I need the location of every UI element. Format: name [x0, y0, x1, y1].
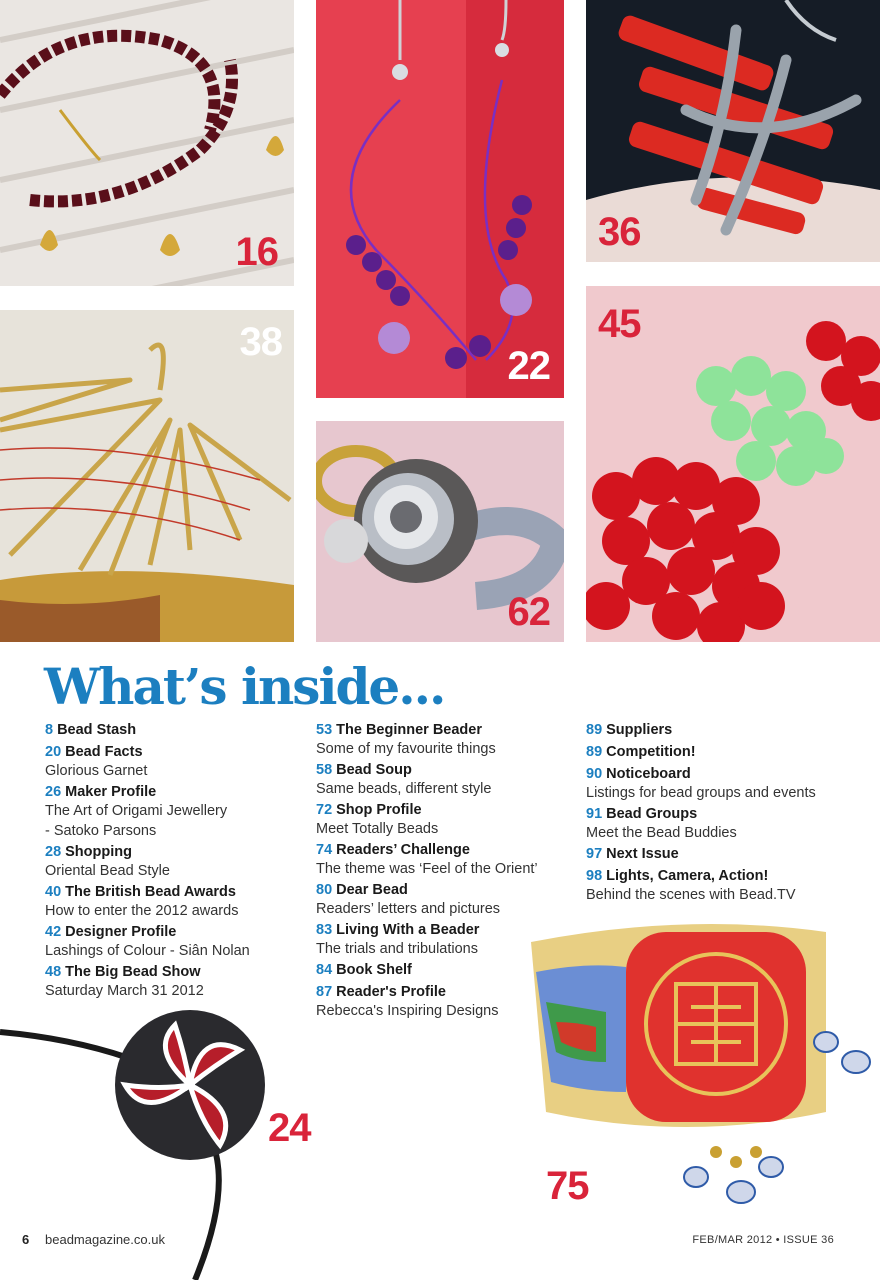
- photo-purple-earrings: [316, 0, 564, 398]
- page-number-label: 45: [598, 302, 641, 346]
- entry-title: [316, 800, 578, 820]
- entry-page-number: 80: [316, 882, 333, 898]
- contents-entry[interactable]: [316, 760, 578, 798]
- entry-page-number: 58: [316, 762, 333, 778]
- entry-title: [45, 782, 307, 802]
- entry-title-text: Designer Profile: [65, 924, 177, 940]
- entry-title-text: Readers’ Challenge: [336, 842, 470, 858]
- entry-title: [45, 742, 307, 762]
- entry-title: [316, 720, 578, 740]
- contents-entry[interactable]: [586, 804, 880, 842]
- entry-title: [586, 764, 880, 784]
- entry-title-text: Maker Profile: [65, 784, 157, 800]
- photo-wire-fan: [0, 310, 294, 642]
- entry-subtitle: - Satoko Parsons: [45, 823, 157, 839]
- entry-title: [45, 842, 307, 862]
- entry-subtitle: Meet the Bead Buddies: [586, 825, 737, 841]
- contents-entry[interactable]: [586, 720, 880, 740]
- entry-title-text: Lights, Camera, Action!: [606, 868, 769, 884]
- footer-site-link[interactable]: beadmagazine.co.uk: [45, 1232, 165, 1247]
- entry-page-number: 97: [586, 846, 603, 862]
- entry-page-number: 8: [45, 722, 54, 738]
- page-number-label: 16: [235, 230, 278, 274]
- page-number-label: 24: [268, 1106, 311, 1150]
- contents-entry[interactable]: [45, 782, 307, 840]
- entry-title: [586, 844, 880, 864]
- entry-title-text: Dear Bead: [336, 882, 408, 898]
- entry-title: [316, 920, 578, 940]
- entry-page-number: 26: [45, 784, 62, 800]
- entry-page-number: 84: [316, 962, 333, 978]
- entry-title-text: Next Issue: [606, 846, 679, 862]
- contents-entry[interactable]: [316, 982, 578, 1020]
- entry-page-number: 28: [45, 844, 62, 860]
- entry-title-text: Shopping: [65, 844, 132, 860]
- entry-page-number: 72: [316, 802, 333, 818]
- contents-entry[interactable]: [316, 920, 578, 958]
- page-number-label: 38: [239, 320, 282, 364]
- entry-title-text: Bead Stash: [57, 722, 137, 738]
- entry-title: [316, 880, 578, 900]
- entry-subtitle: The theme was ‘Feel of the Orient’: [316, 861, 538, 877]
- entry-subtitle: Readers’ letters and pictures: [316, 901, 501, 917]
- page-number-label: 36: [598, 210, 641, 254]
- entry-subtitle: Saturday March 31 2012: [45, 983, 204, 999]
- photo-oriental-pendant: [586, 0, 880, 262]
- entry-subtitle: Rebecca's Inspiring Designs: [316, 1003, 499, 1019]
- entry-title-text: The Beginner Beader: [336, 722, 482, 738]
- entry-title-text: Living With a Beader: [336, 922, 480, 938]
- entry-page-number: 90: [586, 766, 603, 782]
- entry-page-number: 89: [586, 722, 603, 738]
- entry-title: [316, 982, 578, 1002]
- entry-title: [45, 922, 307, 942]
- entry-title-text: Reader's Profile: [336, 984, 446, 1000]
- entry-subtitle: Lashings of Colour - Siân Nolan: [45, 943, 250, 959]
- entry-subtitle: The trials and tribulations: [316, 941, 478, 957]
- contents-entry[interactable]: [45, 842, 307, 880]
- page-title: What’s inside...: [44, 657, 445, 716]
- page-number-label: 22: [507, 344, 550, 388]
- entry-title-text: Bead Groups: [606, 806, 698, 822]
- contents-column-3: [586, 720, 880, 906]
- entry-subtitle: Same beads, different style: [316, 781, 492, 797]
- entry-page-number: 87: [316, 984, 333, 1000]
- entry-title-text: Book Shelf: [336, 962, 412, 978]
- entry-title-text: Shop Profile: [336, 802, 422, 818]
- contents-column-1: [45, 720, 307, 1002]
- entry-title: [45, 720, 307, 740]
- entry-page-number: 83: [316, 922, 333, 938]
- entry-page-number: 53: [316, 722, 333, 738]
- contents-entry[interactable]: [45, 962, 307, 1000]
- contents-entry[interactable]: [586, 742, 880, 762]
- entry-title-text: The British Bead Awards: [65, 884, 236, 900]
- entry-title-text: Bead Soup: [336, 762, 412, 778]
- entry-page-number: 48: [45, 964, 62, 980]
- entry-title: [586, 720, 880, 740]
- entry-title: [586, 866, 880, 886]
- page-number-label: 62: [507, 590, 550, 634]
- entry-page-number: 98: [586, 868, 603, 884]
- entry-title: [586, 804, 880, 824]
- entry-title-text: Noticeboard: [606, 766, 691, 782]
- page-number-label: 75: [546, 1164, 589, 1208]
- photo-beaded-clusters: [586, 286, 880, 642]
- contents-entry[interactable]: [316, 840, 578, 878]
- folio-page-number: 6: [22, 1232, 30, 1247]
- contents-entry[interactable]: [45, 882, 307, 920]
- contents-entry[interactable]: [586, 866, 880, 904]
- entry-subtitle: Meet Totally Beads: [316, 821, 439, 837]
- contents-column-2: [316, 720, 578, 1022]
- entry-page-number: 42: [45, 924, 62, 940]
- contents-entry[interactable]: [316, 880, 578, 918]
- contents-entry[interactable]: [316, 720, 578, 758]
- contents-entry[interactable]: [586, 844, 880, 864]
- entry-title: [316, 960, 578, 980]
- photo-garnet-necklace: [0, 0, 294, 286]
- entry-subtitle: Glorious Garnet: [45, 763, 148, 779]
- photo-beaded-ring: [316, 421, 564, 642]
- entry-title-text: Bead Facts: [65, 744, 143, 760]
- entry-title: [586, 742, 880, 762]
- entry-subtitle: How to enter the 2012 awards: [45, 903, 239, 919]
- contents-entry[interactable]: [316, 800, 578, 838]
- entry-title: [316, 840, 578, 860]
- purple-earrings-image: [316, 0, 564, 398]
- contents-entry[interactable]: [45, 742, 307, 780]
- entry-title: [45, 962, 307, 982]
- entry-page-number: 91: [586, 806, 603, 822]
- contents-entry[interactable]: [45, 720, 307, 740]
- entry-subtitle: Listings for bead groups and events: [586, 785, 816, 801]
- contents-entry[interactable]: [586, 764, 880, 802]
- contents-entry[interactable]: [45, 922, 307, 960]
- entry-title: [316, 760, 578, 780]
- entry-subtitle: The Art of Origami Jewellery: [45, 803, 228, 819]
- footer-issue-label: FEB/MAR 2012 • ISSUE 36: [692, 1234, 834, 1246]
- entry-page-number: 40: [45, 884, 62, 900]
- entry-subtitle: Some of my favourite things: [316, 741, 496, 757]
- entry-title-text: Suppliers: [606, 722, 673, 738]
- entry-title: [45, 882, 307, 902]
- entry-page-number: 89: [586, 744, 603, 760]
- entry-page-number: 74: [316, 842, 333, 858]
- entry-title-text: The Big Bead Show: [65, 964, 201, 980]
- photo-peyote-cuff: [526, 912, 880, 1212]
- entry-page-number: 20: [45, 744, 62, 760]
- entry-subtitle: Oriental Bead Style: [45, 863, 170, 879]
- entry-title-text: Competition!: [606, 744, 696, 760]
- contents-entry[interactable]: [316, 960, 578, 980]
- entry-subtitle: Behind the scenes with Bead.TV: [586, 887, 796, 903]
